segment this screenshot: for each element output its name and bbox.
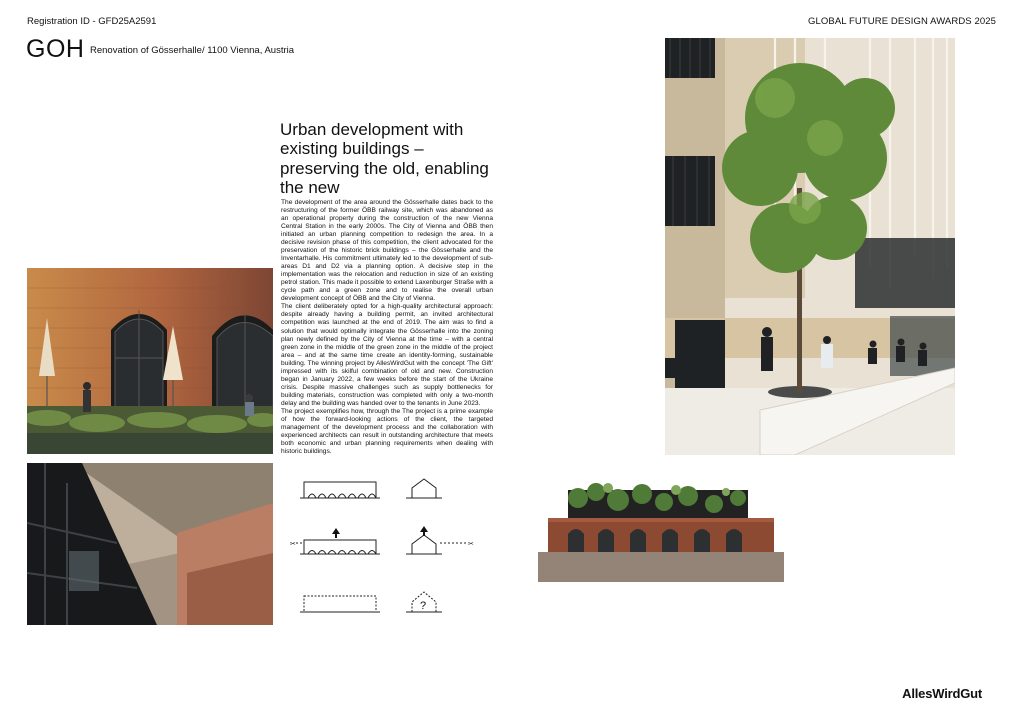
elevation-render: [538, 478, 784, 582]
diagram-question-mark: ?: [420, 600, 427, 612]
article-paragraph-1: The development of the area around the Gösserhalle dates back to the restructuring of the former ÖBB railway site, which was abandoned as an operational property during the construction of the new Vienna Central Station in the early 2000s. The City of Vienna and ÖBB then initiated an urban planning competition to redesign the area. In a decisive revision phase of this competition, the client advocated for the preservation of the historic brick buildings – the Gösserhalle and the Inventarhalle. His commitment ultimately led to the development of sub-areas D1 and D2 via a planning option. A decisive step in the implementation was the relocation and reduction in size of an existing petrol station. This made it possible to extend Laxenburger Straße with a cycle path and a green zone and to realise the overall urban development concept of ÖBB and the City of Vienna.: [281, 199, 493, 303]
photo-interior-atrium: [665, 38, 955, 455]
photo-brick-facade: [27, 268, 273, 454]
concept-diagrams: [290, 470, 480, 620]
photo-concrete-detail: [27, 463, 273, 625]
registration-id: Registration ID - GFD25A2591: [27, 16, 157, 27]
project-subtitle: Renovation of Gösserhalle/ 1100 Vienna, Austria: [90, 45, 295, 56]
article-paragraph-3: The project exemplifies how, through the The project is a prime example of how the forward-looking actions of the client, the targeted management of the development process and the collaboration with experienced architects can result in outstanding architecture that meets both economic and urban planning requirements when dealing with historic buildings.: [281, 407, 493, 455]
article-paragraph-2: The client deliberately opted for a high-quality architectural approach: despite already having a building permit, an invited architectural competition was launched at the end of 2019. The aim was to find a solution that would optimally integrate the Gösserhalle into the zoning plan newly defined by the City of Vienna at the time – with a central green zone in the middle of the green zone in the middle of the project area – and at the same time create an identity-forming, sustainable building. The winning project by AllesWirdGut with the concept 'The Gift' impressed with its skilful combination of old and new. Construction began in January 2022, a few weeks before the start of the Ukraine crisis. Despite massive challenges such as supply bottlenecks for building materials, construction was completed with only a two-month delay and the building was handed over to the tenants in June 2023.: [281, 303, 493, 407]
project-code: GOH: [26, 35, 85, 63]
article-body: [281, 199, 493, 456]
svg-text:✂: ✂: [290, 540, 296, 548]
svg-text:✂: ✂: [468, 540, 474, 548]
firm-logo: AllesWirdGut: [902, 686, 982, 701]
award-title: GLOBAL FUTURE DESIGN AWARDS 2025: [808, 16, 996, 27]
article-heading: Urban development with existing buildings – preserving the old, enabling the new: [280, 120, 489, 198]
